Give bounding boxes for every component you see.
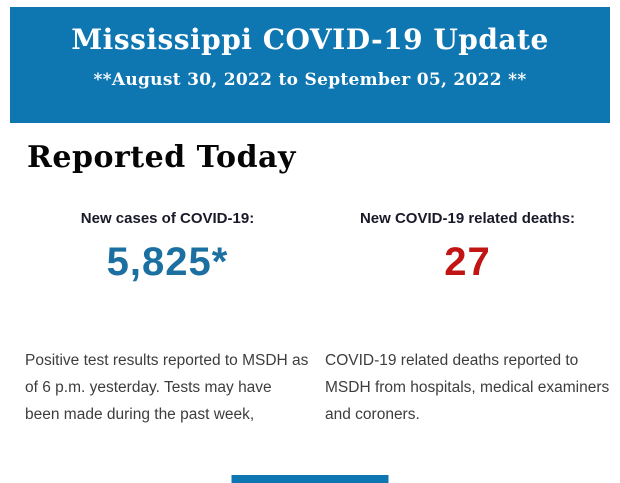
header-banner	[10, 7, 610, 123]
new-cases-label: New cases of COVID-19:	[80, 210, 255, 227]
bottom-section-bar	[232, 475, 389, 483]
new-deaths-description: COVID-19 related deaths reported to MSDH from hospitals, medical examiners and coroners.	[325, 352, 610, 423]
new-deaths-column	[325, 210, 610, 428]
stats-grid	[0, 210, 620, 428]
reported-today-heading: Reported Today	[27, 140, 296, 175]
new-cases-description: Positive test results reported to MSDH as of 6 p.m. yesterday. Tests may have been made during the past week,	[25, 352, 309, 423]
new-deaths-label: New COVID-19 related deaths:	[359, 210, 576, 227]
date-range-subtitle: **August 30, 2022 to September 05, 2022 **	[93, 69, 527, 90]
page-title: Mississippi COVID-19 Update	[71, 23, 549, 56]
new-cases-column	[25, 210, 310, 428]
new-deaths-value: 27	[444, 240, 491, 284]
new-cases-value: 5,825*	[106, 240, 229, 284]
